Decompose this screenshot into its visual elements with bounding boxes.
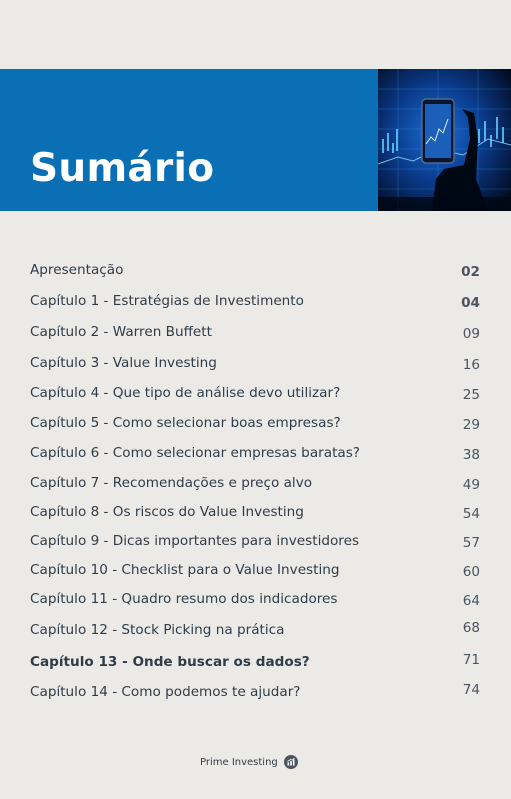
toc-item-capitulo-14[interactable] — [30, 684, 480, 704]
footer-brand-label: Prime Investing — [200, 756, 278, 768]
toc-item-label: Apresentação — [30, 262, 124, 278]
toc-item-page: 68 — [462, 620, 480, 636]
toc-item-capitulo-13[interactable] — [30, 654, 480, 674]
toc-item-page: 38 — [462, 447, 480, 463]
toc-item-apresentacao[interactable] — [30, 262, 480, 282]
toc-item-page: 49 — [462, 477, 480, 493]
toc-item-page: 29 — [462, 417, 480, 433]
toc-item-page: 04 — [461, 295, 480, 311]
toc-item-page: 25 — [462, 387, 480, 403]
toc-item-capitulo-12[interactable] — [30, 622, 480, 642]
toc-item-capitulo-1[interactable] — [30, 293, 480, 313]
toc-item-page: 09 — [462, 326, 480, 342]
toc-item-label: Capítulo 8 - Os riscos do Value Investing — [30, 504, 304, 520]
toc-item-capitulo-7[interactable] — [30, 475, 480, 495]
toc-item-capitulo-5[interactable] — [30, 415, 480, 435]
page-title: Sumário — [30, 146, 215, 191]
toc-item-label: Capítulo 12 - Stock Picking na prática — [30, 622, 285, 638]
toc-item-label: Capítulo 9 - Dicas importantes para investidores — [30, 533, 360, 549]
toc-item-page: 16 — [462, 357, 480, 373]
toc-item-page: 57 — [462, 535, 480, 551]
toc-item-label: Capítulo 14 - Como podemos te ajudar? — [30, 684, 301, 700]
toc-item-page: 64 — [462, 593, 480, 609]
toc-item-label: Capítulo 1 - Estratégias de Investimento — [30, 293, 304, 309]
toc-item-label: Capítulo 13 - Onde buscar os dados? — [30, 654, 310, 670]
toc-item-capitulo-11[interactable] — [30, 591, 480, 611]
toc-item-label: Capítulo 4 - Que tipo de análise devo utilizar? — [30, 385, 341, 401]
toc-item-label: Capítulo 10 - Checklist para o Value Investing — [30, 562, 340, 578]
toc-item-capitulo-9[interactable] — [30, 533, 480, 553]
toc-item-capitulo-4[interactable] — [30, 385, 480, 405]
toc-item-capitulo-10[interactable] — [30, 562, 480, 582]
toc-item-capitulo-8[interactable] — [30, 504, 480, 524]
footer-brand — [200, 754, 298, 770]
toc-item-label: Capítulo 6 - Como selecionar empresas baratas? — [30, 445, 361, 461]
stock-phone-image — [378, 69, 511, 211]
chart-logo-icon — [284, 755, 298, 769]
toc-item-page: 71 — [462, 652, 480, 668]
toc-item-capitulo-2[interactable] — [30, 324, 480, 344]
toc-item-label: Capítulo 3 - Value Investing — [30, 355, 217, 371]
toc-item-label: Capítulo 7 - Recomendações e preço alvo — [30, 475, 313, 491]
toc-item-label: Capítulo 2 - Warren Buffett — [30, 324, 212, 340]
toc-item-label: Capítulo 11 - Quadro resumo dos indicadores — [30, 591, 338, 607]
toc-item-page: 74 — [462, 682, 480, 698]
toc-item-page: 54 — [462, 506, 480, 522]
toc-item-capitulo-6[interactable] — [30, 445, 480, 465]
toc-item-capitulo-3[interactable] — [30, 355, 480, 375]
toc-item-label: Capítulo 5 - Como selecionar boas empresas? — [30, 415, 341, 431]
toc-item-page: 60 — [462, 564, 480, 580]
toc-item-page: 02 — [461, 264, 480, 280]
